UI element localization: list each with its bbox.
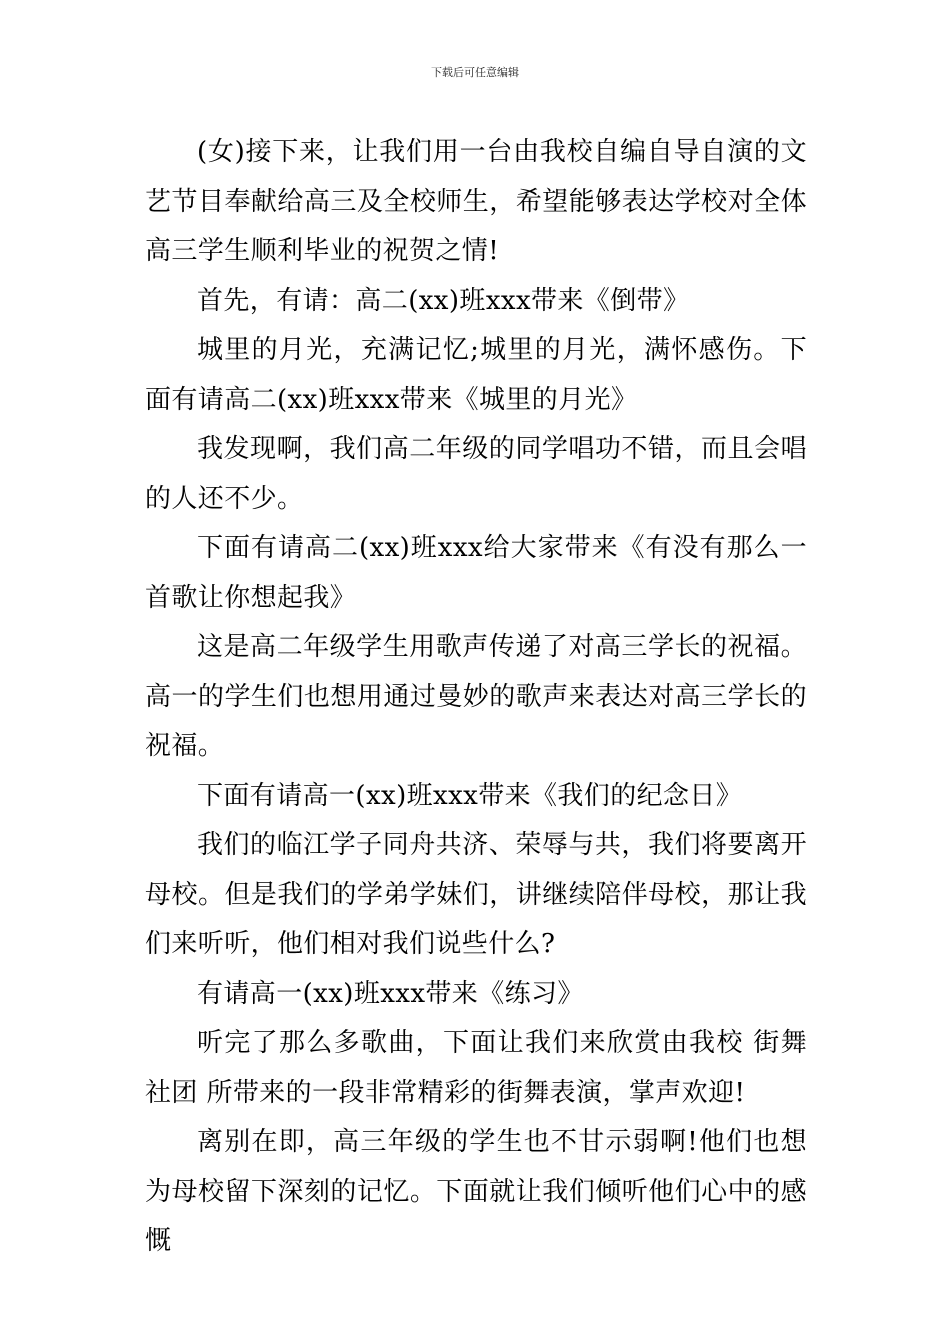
page-header-note: 下载后可任意编辑 <box>431 66 519 79</box>
document-body <box>145 128 807 1267</box>
paragraph-4: 我发现啊，我们高二年级的同学唱功不错，而且会唱的人还不少。 <box>145 434 807 514</box>
paragraph-5: 下面有请高二(xx)班xxx给大家带来《有没有那么一首歌让你想起我》 <box>145 533 807 613</box>
paragraph-8: 我们的临江学子同舟共济、荣辱与共，我们将要离开母校。但是我们的学弟学妹们，讲继续陪伴母校，那让我们来听听，他们相对我们说些什么? <box>145 830 807 959</box>
paragraph-9: 有请高一(xx)班xxx带来《练习》 <box>197 978 584 1009</box>
paragraph-2: 首先，有请：高二(xx)班xxx带来《倒带》 <box>197 285 690 316</box>
paragraph-10: 听完了那么多歌曲，下面让我们来欣赏由我校 街舞社团 所带来的一段非常精彩的街舞表演，掌声欢迎! <box>145 1028 807 1108</box>
paragraph-1: (女)接下来，让我们用一台由我校自编自导自演的文艺节目奉献给高三及全校师生，希望能够表达学校对全体高三学生顺利毕业的祝贺之情! <box>145 137 807 266</box>
paragraph-3: 城里的月光，充满记忆;城里的月光，满怀感伤。下面有请高二(xx)班xxx带来《城里的月光》 <box>145 335 807 415</box>
paragraph-7: 下面有请高一(xx)班xxx带来《我们的纪念日》 <box>197 780 743 811</box>
paragraph-6: 这是高二年级学生用歌声传递了对高三学长的祝福。高一的学生们也想用通过曼妙的歌声来表达对高三学长的祝福。 <box>145 632 807 761</box>
paragraph-11: 离别在即，高三年级的学生也不甘示弱啊!他们也想为母校留下深刻的记忆。下面就让我们倾听他们心中的感慨 <box>145 1127 807 1256</box>
